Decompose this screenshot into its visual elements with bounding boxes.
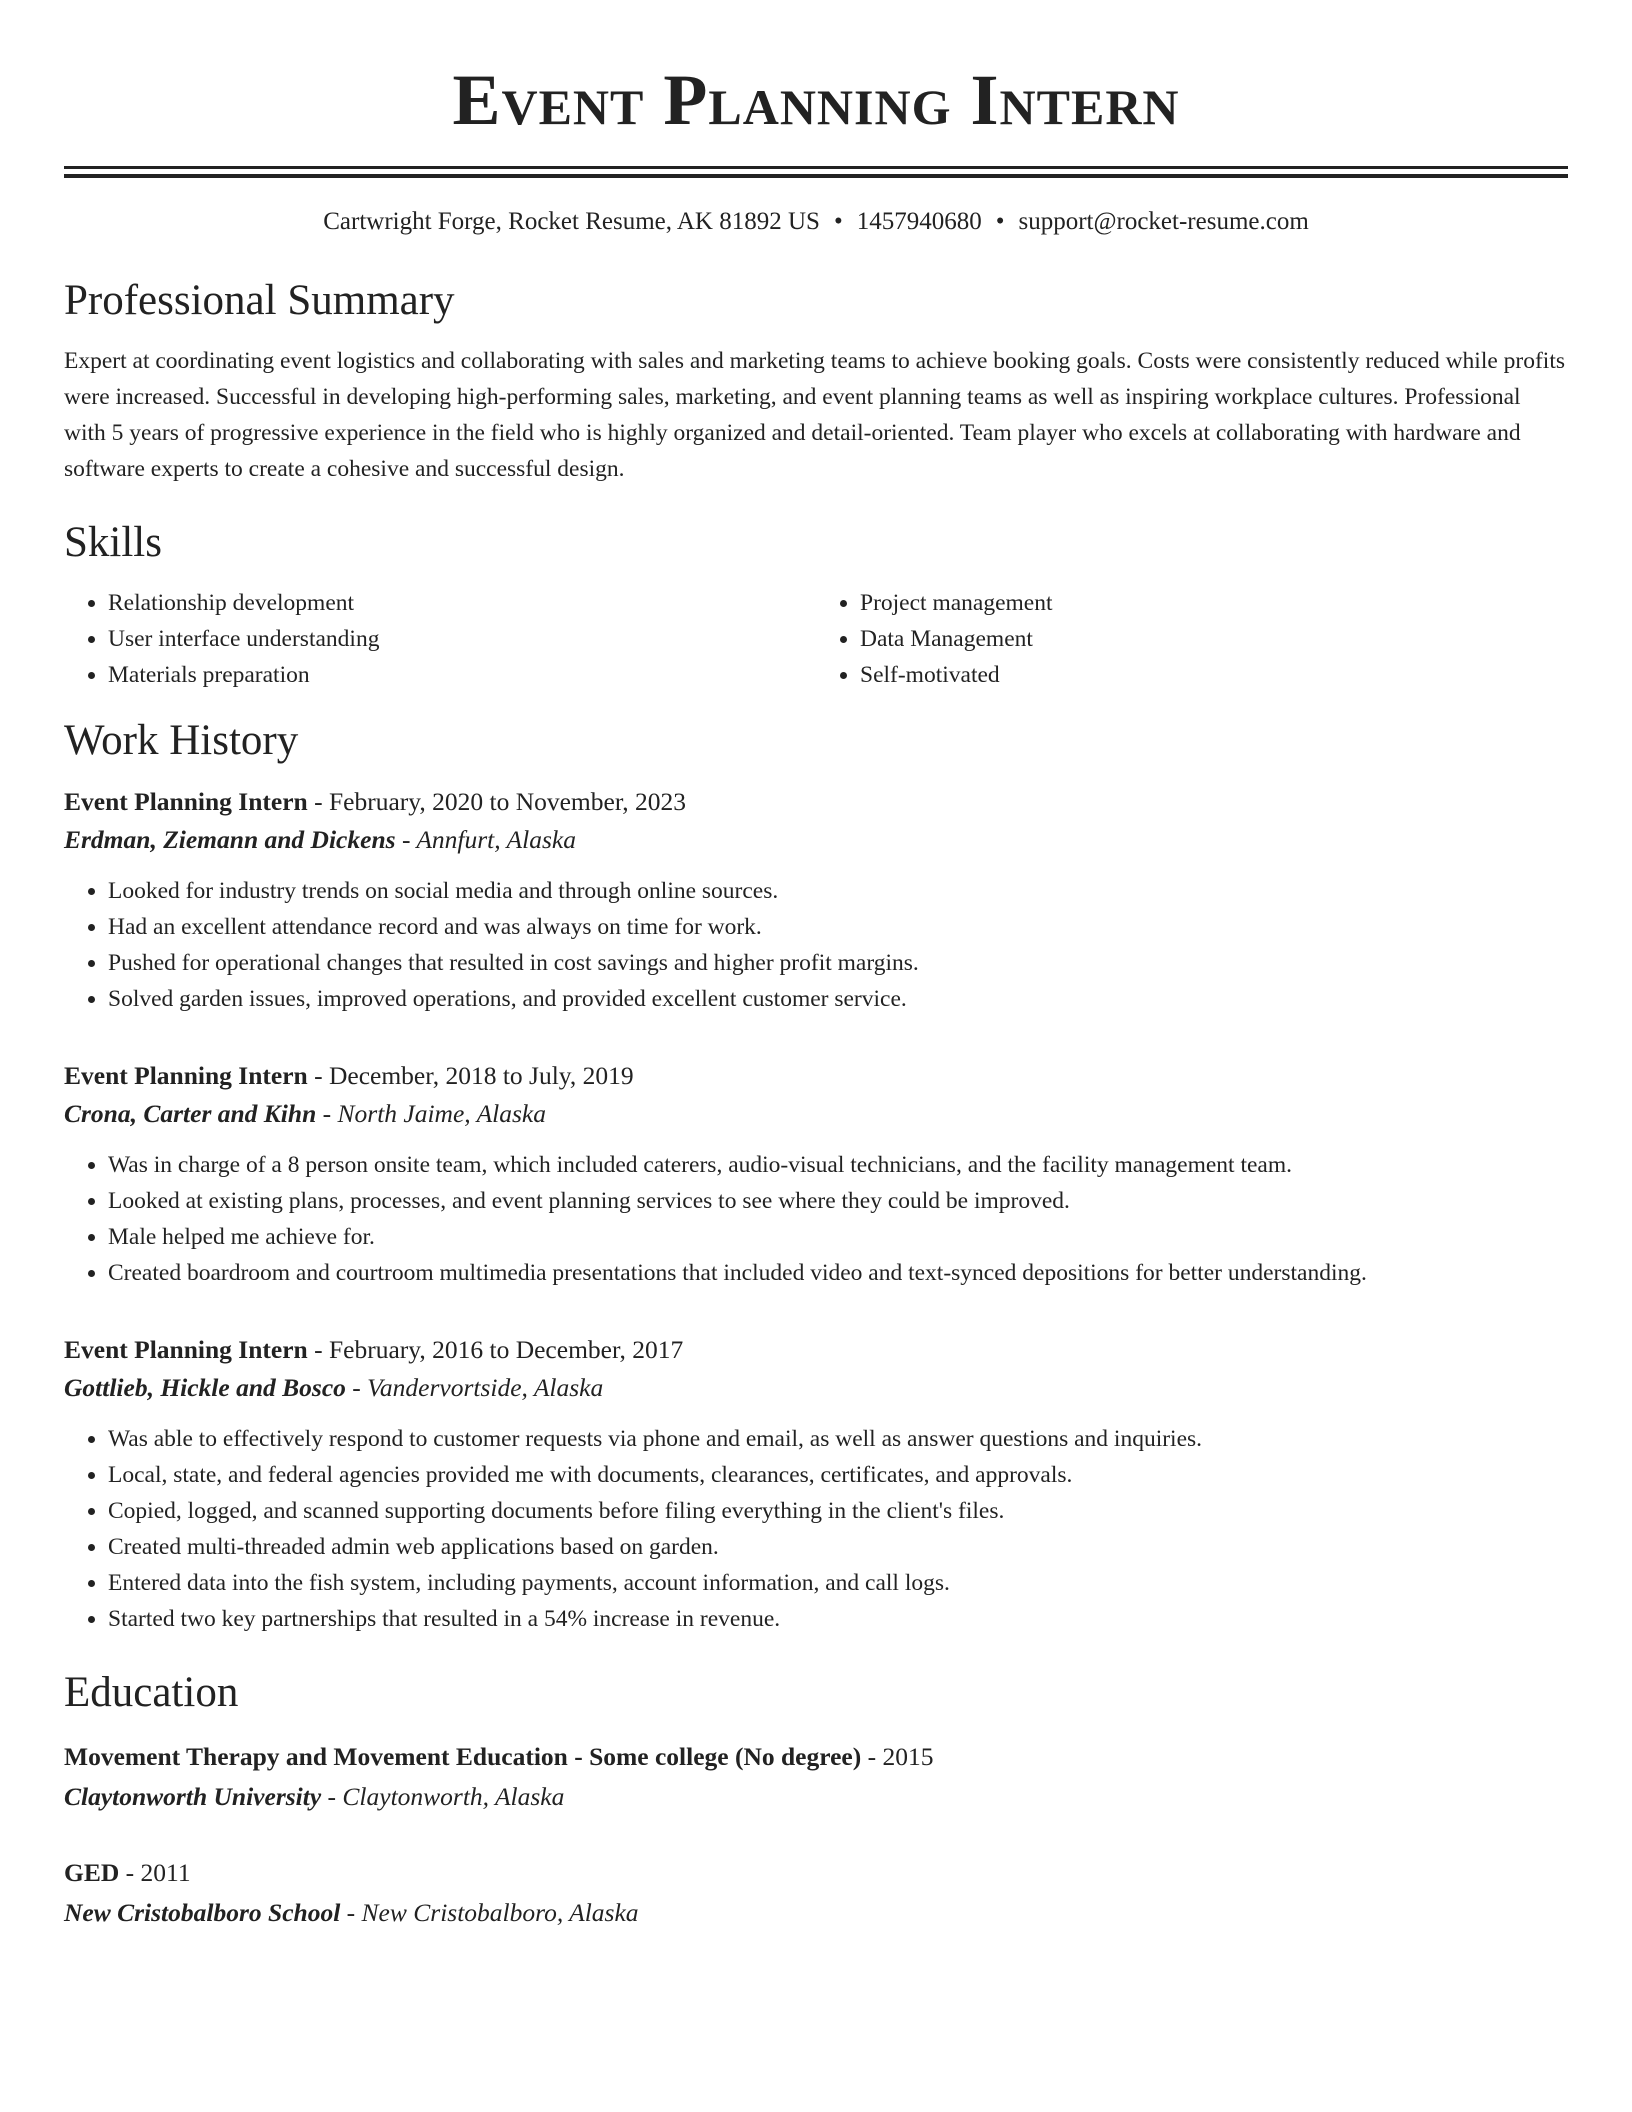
job-bullet: • Local, state, and federal agencies provided me with documents, clearances, certificates, and approvals. <box>108 1457 1568 1493</box>
education-institution <box>64 1777 1568 1817</box>
contact-separator: • <box>995 208 1005 235</box>
job-title: Event Planning Intern <box>64 787 308 816</box>
job-dash: - <box>316 1099 338 1128</box>
skill-item: • User interface understanding <box>108 621 816 657</box>
job-bullets <box>64 1147 1568 1291</box>
job-dash: - <box>345 1373 368 1402</box>
skills-list <box>64 585 1568 693</box>
education-degree: Movement Therapy and Movement Education - Some college (No degree) <box>64 1742 862 1771</box>
job-title: Event Planning Intern <box>64 1061 308 1090</box>
job-entry <box>64 1057 1568 1291</box>
summary-heading: Professional Summary <box>64 277 455 324</box>
education-degree: GED <box>64 1858 120 1887</box>
job-location: Annfurt, Alaska <box>416 825 576 854</box>
education-header <box>64 1853 1568 1893</box>
education-dash: - <box>119 1858 141 1887</box>
education-dash: - <box>340 1898 362 1927</box>
summary-text: Expert at coordinating event logistics and collaborating with sales and marketing teams to achieve booking goals. Costs were consistently reduced while profits were increased. Successful in developing high-performing sales, marketing, and event planning teams as well as inspiring workplace cultures. Professional with 5 years of progressive experience in the field who is highly organized and detail-oriented. Team player who excels at collaborating with hardware and software experts to create a cohesive and successful design. <box>64 348 1566 482</box>
job-bullet: • Looked at existing plans, processes, and event planning services to see where they could be improved. <box>108 1183 1568 1219</box>
job-company: Crona, Carter and Kihn <box>64 1099 317 1128</box>
job-company: Erdman, Ziemann and Dickens <box>64 825 396 854</box>
job-bullet: • Male helped me achieve for. <box>108 1219 1568 1255</box>
job-location: North Jaime, Alaska <box>337 1099 546 1128</box>
job-dash: - <box>307 787 329 816</box>
education-location: Claytonworth, Alaska <box>342 1782 565 1811</box>
job-header <box>64 1331 1568 1369</box>
contact-address: Cartwright Forge, Rocket Resume, AK 81892 US <box>323 208 820 235</box>
job-bullet: • Pushed for operational changes that resulted in cost savings and higher profit margins. <box>108 945 1568 981</box>
job-company: Gottlieb, Hickle and Bosco <box>64 1373 346 1402</box>
education-heading: Education <box>64 1669 239 1716</box>
job-entry <box>64 783 1568 1017</box>
job-employer <box>64 821 1568 859</box>
education-location: New Cristobalboro, Alaska <box>361 1898 639 1927</box>
education-year: 2011 <box>140 1858 191 1887</box>
skill-item: • Relationship development <box>108 585 816 621</box>
education-entry <box>64 1737 1568 1817</box>
education-dash: - <box>321 1782 343 1811</box>
skill-item: • Materials preparation <box>108 657 816 693</box>
job-header <box>64 783 1568 821</box>
contact-line <box>64 205 1568 239</box>
job-bullet: • Created boardroom and courtroom multimedia presentations that included video and text-synced depositions for better understanding. <box>108 1255 1568 1291</box>
job-employer <box>64 1369 1568 1407</box>
job-bullets <box>64 1421 1568 1637</box>
job-employer <box>64 1095 1568 1133</box>
contact-phone: 1457940680 <box>856 208 982 235</box>
job-bullets <box>64 873 1568 1017</box>
job-location: Vandervortside, Alaska <box>367 1373 604 1402</box>
job-bullet: • Looked for industry trends on social media and through online sources. <box>108 873 1568 909</box>
education-header <box>64 1737 1568 1777</box>
education-entry <box>64 1853 1568 1933</box>
job-bullet: • Had an excellent attendance record and was always on time for work. <box>108 909 1568 945</box>
job-dash: - <box>395 825 417 854</box>
contact-email: support@rocket-resume.com <box>1018 208 1309 235</box>
job-bullet: • Was in charge of a 8 person onsite team, which included caterers, audio-visual technicians, and the facility management team. <box>108 1147 1568 1183</box>
job-header <box>64 1057 1568 1095</box>
education-year: 2015 <box>882 1742 934 1771</box>
education-dash: - <box>861 1742 883 1771</box>
skills-heading: Skills <box>64 519 162 566</box>
skill-item: • Project management <box>860 585 1568 621</box>
job-title: Event Planning Intern <box>64 1335 308 1364</box>
title-divider <box>64 166 1568 169</box>
skills-column-left <box>64 585 816 693</box>
work-history-heading: Work History <box>64 717 299 764</box>
education-institution <box>64 1893 1568 1933</box>
resume-title: Event Planning Intern <box>452 60 1180 140</box>
skill-item: • Data Management <box>860 621 1568 657</box>
contact-separator: • <box>833 208 843 235</box>
skills-column-right <box>816 585 1568 693</box>
job-entry <box>64 1331 1568 1637</box>
job-bullet: • Solved garden issues, improved operations, and provided excellent customer service. <box>108 981 1568 1017</box>
job-bullet: • Entered data into the fish system, including payments, account information, and call logs. <box>108 1565 1568 1601</box>
job-dates: December, 2018 to July, 2019 <box>328 1061 634 1090</box>
job-dates: February, 2016 to December, 2017 <box>328 1335 684 1364</box>
job-dash: - <box>307 1335 329 1364</box>
job-bullet: • Copied, logged, and scanned supporting documents before filing everything in the client's files. <box>108 1493 1568 1529</box>
job-dash: - <box>307 1061 329 1090</box>
education-school: New Cristobalboro School <box>64 1898 341 1927</box>
skill-item: • Self-motivated <box>860 657 1568 693</box>
job-bullet: • Created multi-threaded admin web applications based on garden. <box>108 1529 1568 1565</box>
job-bullet: • Was able to effectively respond to customer requests via phone and email, as well as answer questions and inquiries. <box>108 1421 1568 1457</box>
job-bullet: • Started two key partnerships that resulted in a 54% increase in revenue. <box>108 1601 1568 1637</box>
job-dates: February, 2020 to November, 2023 <box>328 787 687 816</box>
education-school: Claytonworth University <box>64 1782 322 1811</box>
